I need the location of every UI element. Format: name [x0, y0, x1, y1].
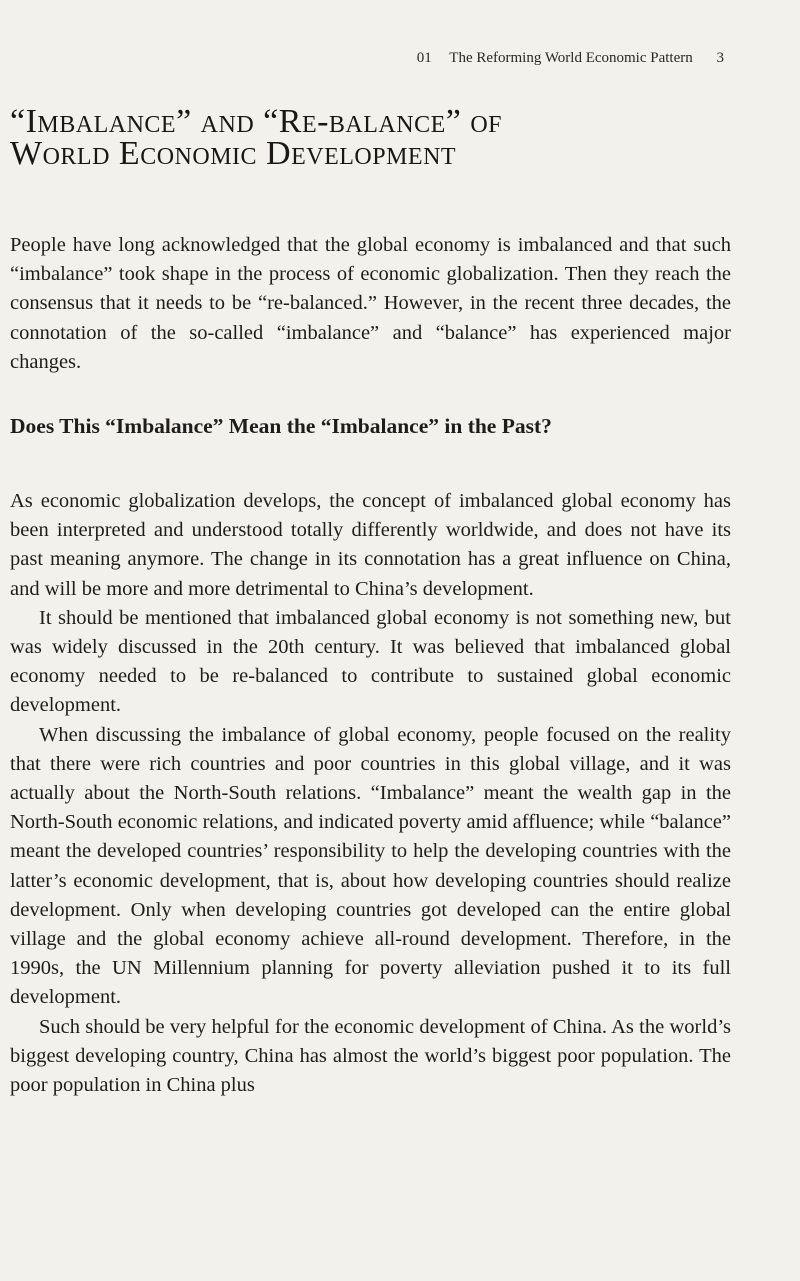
- intro-paragraph: People have long acknowledged that the global economy is imbalanced and that such “imbalance” took shape in the process of economic globalization. Then they reach the consensus that it needs to be “re-balanced.” However, in the recent three decades, the connotation of the so-called “imbalance” and “balance” has experienced major changes.: [10, 234, 731, 373]
- title-line-2: World Economic Development: [10, 135, 457, 172]
- section-body: [10, 487, 731, 1100]
- running-chapter-title: The Reforming World Economic Pattern: [449, 50, 693, 66]
- title-line-1: “Imbalance” and “Re-balance” of: [10, 103, 503, 140]
- page-number: 3: [716, 50, 724, 66]
- intro-section: [10, 231, 731, 377]
- running-head: [417, 50, 724, 67]
- body-paragraph-1: As economic globalization develops, the concept of imbalanced global economy has been interpreted and understood totally differently worldwide, and does not have its past meaning anymore. The change in its connotation has a great influence on China, and will be more and more detrimental to China’s development.: [10, 490, 731, 600]
- body-paragraph-3: When discussing the imbalance of global economy, people focused on the reality that there were rich countries and poor countries in this global village, and it was actually about the North-South relations. “Imbalance” meant the wealth gap in the North-South economic relations, and indicated poverty amid affluence; while “balance” meant the developed countries’ responsibility to help the developing countries with the latter’s economic development, that is, about how developing countries should realize development. Only when developing countries got developed can the entire global village and the global economy achieve all-round development. Therefore, in the 1990s, the UN Millennium planning for poverty alleviation pushed it to its full development.: [10, 723, 731, 1009]
- section-heading: Does This “Imbalance” Mean the “Imbalance” in the Past?: [10, 414, 552, 438]
- page-title: [10, 103, 770, 172]
- body-paragraph-2: It should be mentioned that imbalanced global economy is not something new, but was widely discussed in the 20th century. It was believed that imbalanced global economy needed to be re-balanced to contribute to sustained global economic development.: [10, 606, 731, 717]
- chapter-number: 01: [416, 50, 432, 66]
- body-paragraph-4: Such should be very helpful for the economic development of China. As the world’s biggest developing country, China has almost the world’s biggest poor population. The poor population in China plus: [10, 1015, 731, 1097]
